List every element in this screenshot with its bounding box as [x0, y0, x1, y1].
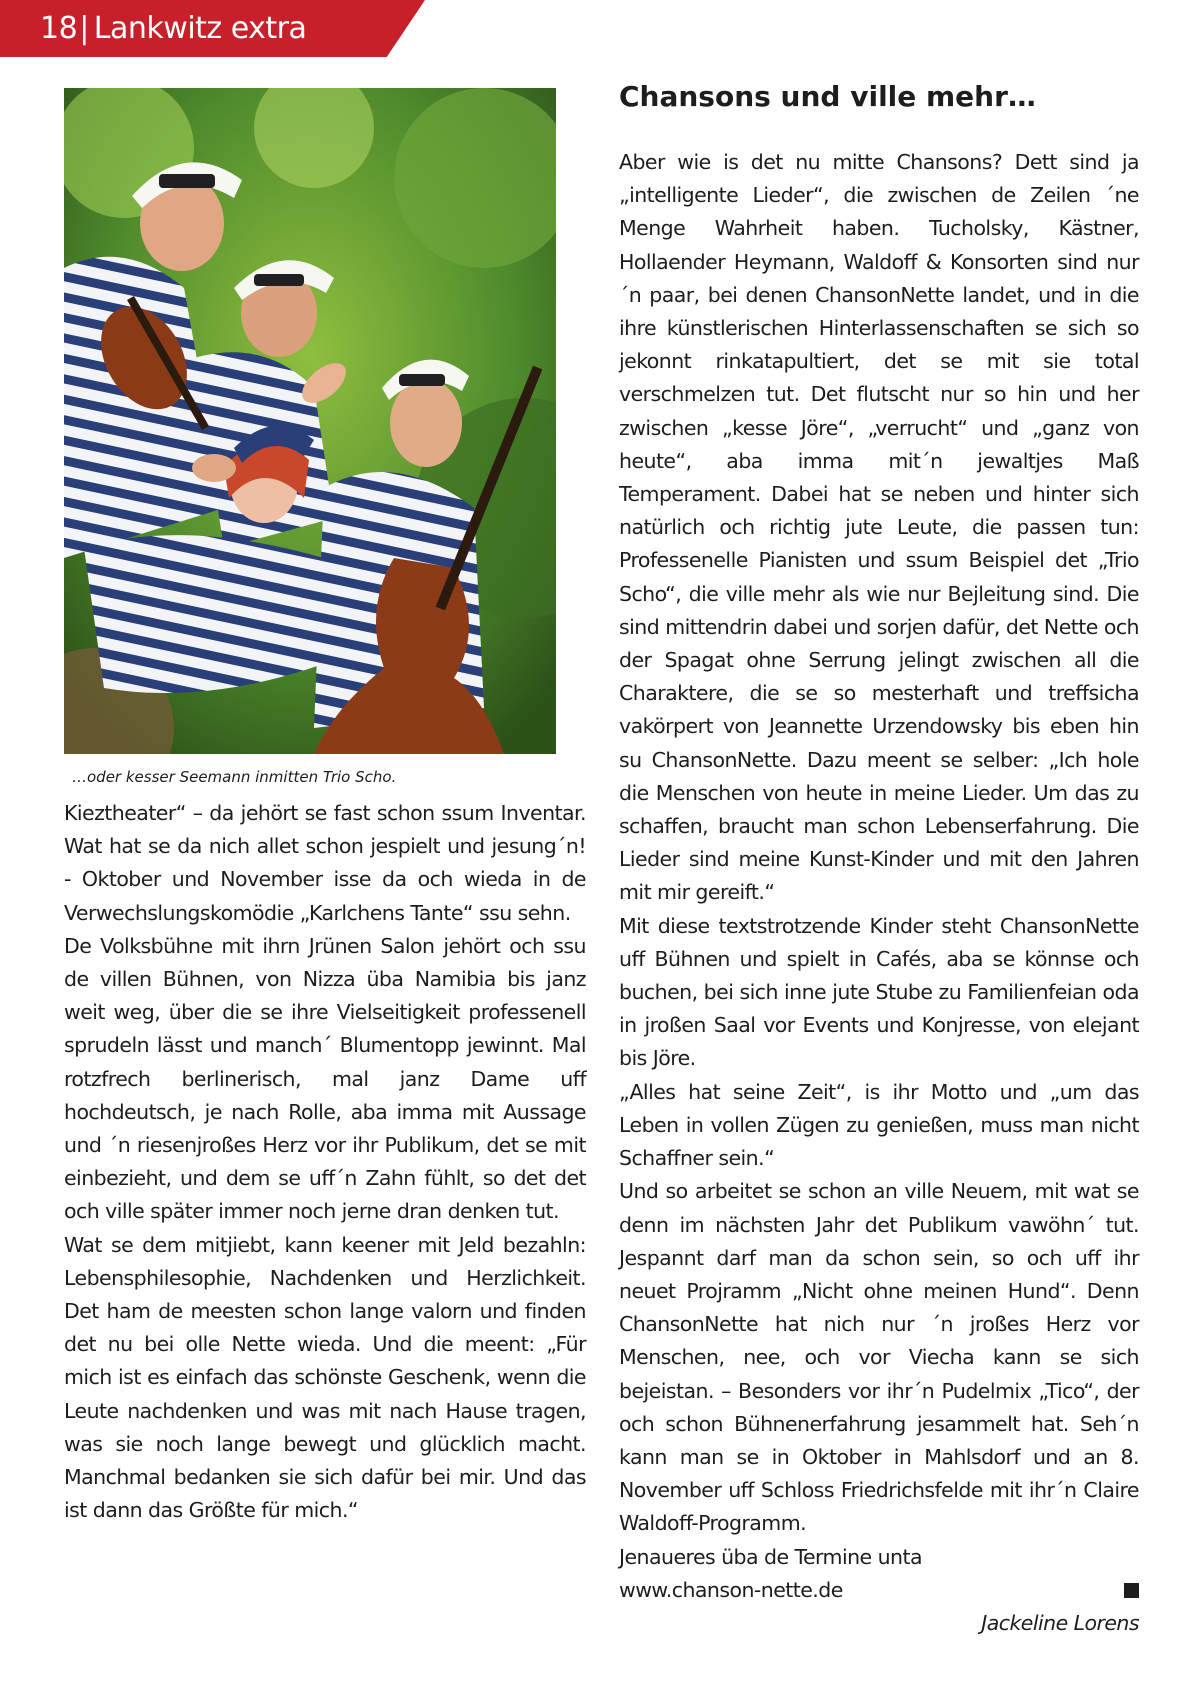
- page-header: [40, 12, 306, 46]
- photo-caption: …oder kesser Seemann inmitten Trio Scho.: [72, 768, 397, 786]
- paragraph: Jenaueres üba de Termine unta: [619, 1544, 922, 1569]
- paragraph: Und so arbeitet se schon an ville Neuem, mit wat se denn im nächsten Jahr det Publikum vawöhn´ tut. Jespannt darf man da schon sein, so och uff ihr neuet Projramm „Nicht ohne meinen Hund“. Denn ChansonNette hat nich nur ´n jroßes Herz vor Menschen, nee, och vor Viecha kann se sich bejeistan. – Besonders vor ihr´n Pudelmix „Tico“, der och schon Bühnenerfahrung jesammelt hat. Seh´n kann man se in Oktober in Mahlsdorf und an 8. November uff Schloss Friedrichsfelde mit ihr´n Claire Waldoff-Programm.: [619, 1179, 1139, 1536]
- header-separator: |: [79, 11, 89, 46]
- paragraph: Kieztheater“ – da jehört se fast schon ssum Inventar. Wat hat se da nich allet schon jespielt und jesung´n! - Oktober und November isse da och wieda in de Verwechslungskomödie „Karlchens Tante“ ssu sehn.: [64, 801, 586, 925]
- article-title: Chansons und ville mehr…: [619, 80, 1036, 113]
- page-number: 18: [40, 11, 78, 46]
- section-name: Lankwitz extra: [93, 11, 307, 46]
- paragraph: Aber wie is det nu mitte Chansons? Dett sind ja „intelligente Lieder“, die zwischen de Zeilen ´ne Menge Wahrheit haben. Tucholsky, Kästner, Hollaender Heymann, Waldoff & Konsorten sind nur ´n paar, bei denen ChansonNette landet, und in die ihre künstlerischen Hinterlassenschaften se sich so jekonnt rinkatapultiert, det se mit sie total verschmelzen tut. Det flutscht nur so hin und her zwischen „kesse Jöre“, „verrucht“ und „ganz von heute“, aba imma mit´n jewaltjes Maß Temperament. Dabei hat se neben und hinter sich natürlich och richtig jute Leute, die passen tun: Professenelle Pianisten und ssum Beispiel det „Trio Scho“, die ville mehr als wie nur Bejleitung sind. Die sind mittendrin dabei und sorjen dafür, det Nette och der Spagat ohne Serrung jelingt zwischen all die Charaktere, die se so mesterhaft und treffsicha vakörpert von Jeannette Urzendowsky bis eben hin su ChansonNette. Dazu meent se selber: „Ich hole die Menschen von heute in meine Lieder. Um das zu schaffen, braucht man schon Lebenserfahrung. Die Lieder sind meine Kunst-Kinder und mit den Jahren mit mir gereift.“: [619, 150, 1139, 905]
- end-of-article-square-icon: [1124, 1583, 1139, 1598]
- article-photo: [64, 88, 556, 754]
- paragraph: „Alles hat seine Zeit“, is ihr Motto und „um das Leben in vollen Zügen zu genießen, muss man nicht Schaffner sein.“: [619, 1079, 1139, 1171]
- paragraph: De Volksbühne mit ihrn Jrünen Salon jehört och ssu de villen Bühnen, von Nizza üba Namibia bis janz weit weg, über die se ihre Vielseitigkeit professenell sprudeln lässt und manch´ Blumentopp jewinnt. Mal rotzfrech berlinerisch, mal janz Dame uff hochdeutsch, je nach Rolle, aba imma mit Aussage und ´n riesenjroßes Herz vor ihr Publikum, det se mit einbezieht, und dem se uff´n Zahn fühlt, so det det och ville später immer noch jerne dran denken tut.: [64, 933, 586, 1224]
- article-column-right: [619, 146, 1139, 1640]
- website-line: [619, 1574, 1139, 1607]
- paragraph: Wat se dem mitjiebt, kann keener mit Jeld bezahln: Lebensphilesophie, Nachdenken und Herzlichkeit. Det ham de meesten schon lange valorn und finden det nu bei olle Nette wieda. Und die meent: „Für mich ist es einfach das schönste Geschenk, wenn die Leute nachdenken und was mit nach Hause tragen, was sie noch lange bewegt und glücklich macht. Manchmal bedanken sie sich dafür bei mir. Und das ist dann das Größte für mich.“: [64, 1232, 586, 1523]
- website-link[interactable]: www.chanson-nette.de: [619, 1577, 843, 1602]
- paragraph: Mit diese textstrotzende Kinder steht ChansonNette uff Bühnen und spielt in Cafés, aba se könnse och buchen, bei sich inne jute Stube zu Familienfeian oda in jroßen Saal vor Events und Konjresse, von elejant bis Jöre.: [619, 913, 1139, 1071]
- article-column-left: [64, 797, 586, 1527]
- author-name: Jackeline Lorens: [981, 1610, 1139, 1635]
